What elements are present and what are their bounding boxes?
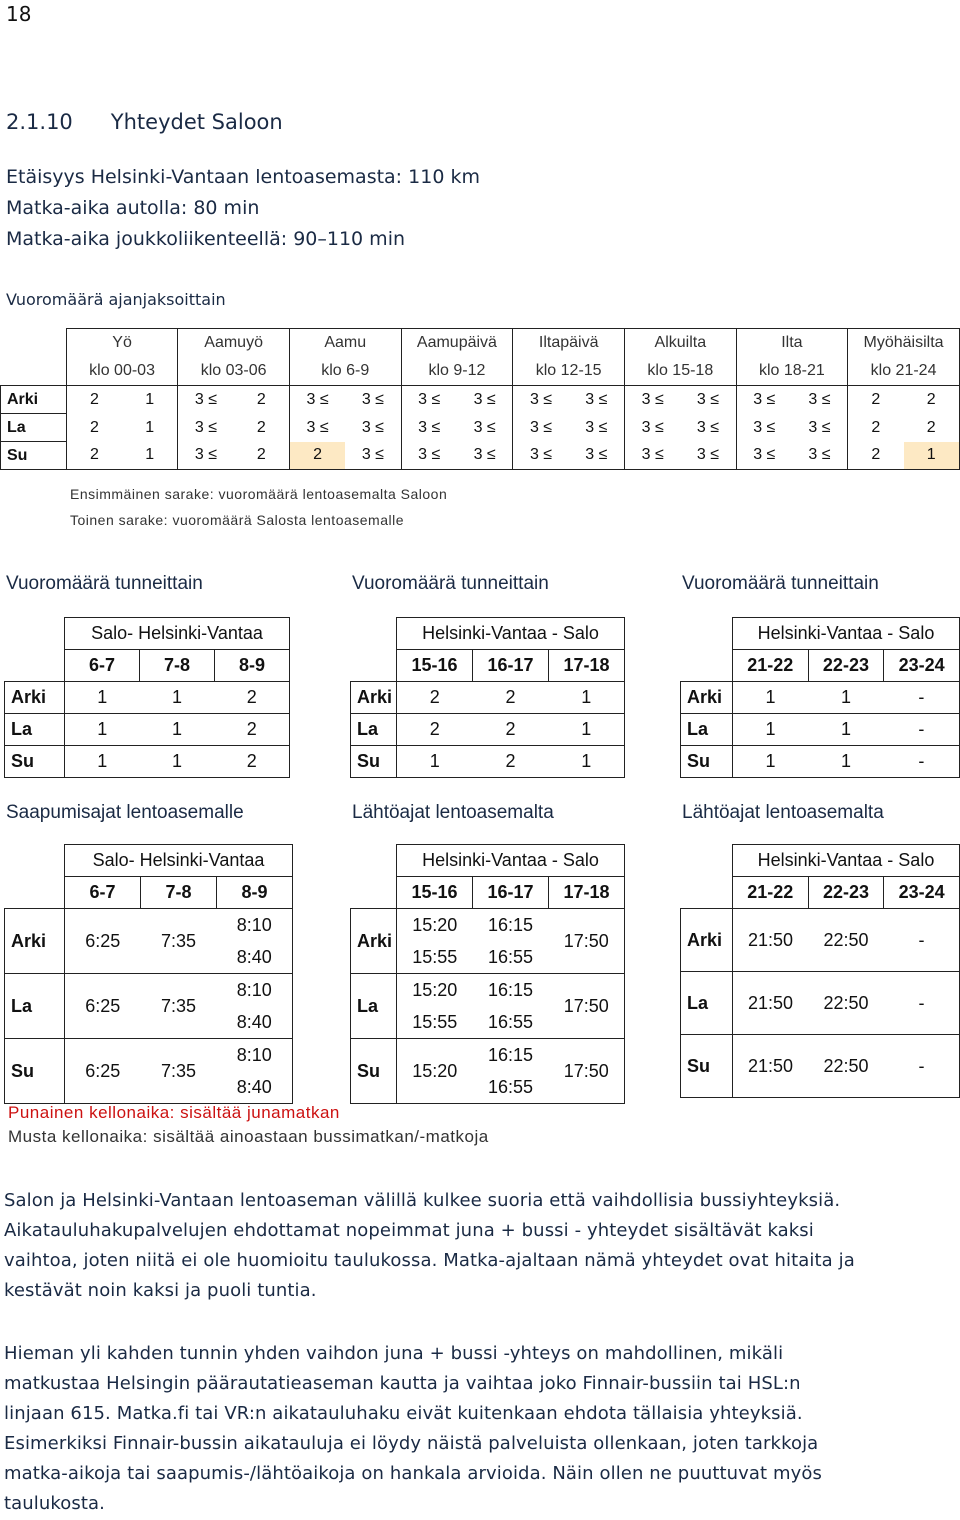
count-cell: 3 ≤ [792,442,848,470]
time-value: 6:25 [85,1061,121,1081]
count-cell: 1 [808,682,884,714]
time-value: 21:50 [748,1056,794,1076]
count-cell: 2 [66,442,122,470]
count-cell: 1 [732,682,808,714]
hourly-table [680,617,960,778]
hour-header: 23-24 [884,650,960,682]
hourly-row [681,682,960,714]
section-number: 2.1.10 [6,110,73,134]
time-value: 17:50 [563,996,609,1016]
times-heading: Lähtöajat lentoasemalta [352,802,554,823]
period-name: Iltapäivä [513,329,625,358]
time-value: 8:40 [236,947,272,967]
period-time: klo 9-12 [401,357,513,386]
time-value: 15:20 [412,915,458,935]
hourly-row [5,682,290,714]
count-cell: 3 ≤ [569,414,625,442]
info-distance [6,166,480,188]
time-value: 16:55 [487,947,534,967]
day-label: Su [681,746,733,778]
time-cell [549,1039,625,1104]
day-label: La [351,974,397,1039]
hour-header: 7-8 [140,650,215,682]
info-value: 80 min [193,197,260,219]
count-cell: 2 [397,714,473,746]
count-cell: 3 ≤ [569,386,625,414]
period-name: Yö [66,329,177,358]
corner-cell [5,845,65,877]
count-cell: 3 ≤ [792,386,848,414]
count-cell: 3 ≤ [289,386,345,414]
hour-header: 15-16 [397,877,473,909]
period-time: klo 12-15 [513,357,625,386]
time-value: 6:25 [85,931,121,951]
count-cell: 2 [234,386,290,414]
route-header: Helsinki-Vantaa - Salo [397,618,625,650]
period-time: klo 21-24 [848,357,960,386]
page-number: 18 [6,2,32,26]
time-value: 15:20 [412,980,458,1000]
day-label: Arki [5,682,65,714]
period-time: klo 03-06 [178,357,290,386]
times-row [351,1039,625,1104]
count-cell: - [884,714,960,746]
hour-header: 21-22 [732,650,808,682]
hour-header: 17-18 [549,877,625,909]
count-cell: 2 [473,682,549,714]
count-cell: - [884,746,960,778]
day-label: Su [5,746,65,778]
times-row [5,1039,293,1104]
period-time: klo 15-18 [625,357,737,386]
times-row [351,909,625,974]
period-row [1,442,960,470]
count-cell: 3 ≤ [569,442,625,470]
count-cell: 1 [140,746,215,778]
info-transit-time [6,228,405,250]
time-value: 15:20 [412,1061,458,1081]
route-header: Salo- Helsinki-Vantaa [65,618,290,650]
info-label: Matka-aika joukkoliikenteellä: [6,228,288,250]
time-cell [65,1039,141,1104]
period-name: Aamu [289,329,401,358]
count-cell: 3 ≤ [736,386,792,414]
paragraph-1: Salon ja Helsinki-Vantaan lentoaseman välillä kulkee suoria että vaihdollisia bussiyhteyksiä. Aikatauluhakupalvelujen ehdottamat nopeimmat juna + bussi - yhteydet sisältävät kaksi vaihtoa, joten niitä ei ole huomioitu taulukossa. Matka-ajaltaan nämä yhteydet ovat hitaita ja kestävät noin kaksi ja puoli tuntia. [4,1190,855,1301]
route-header: Helsinki-Vantaa - Salo [397,845,625,877]
time-cell [549,974,625,1039]
hour-header: 17-18 [549,650,625,682]
count-cell: 2 [848,442,904,470]
day-label: La [1,414,67,442]
hourly-row [351,746,625,778]
period-heading: Vuoromäärä ajanjaksoittain [6,290,226,309]
corner-cell [1,357,67,386]
time-cell [397,974,473,1039]
time-value: 8:10 [236,980,272,1000]
count-cell: 1 [732,746,808,778]
time-cell [884,1035,960,1098]
count-cell: 3 ≤ [345,442,401,470]
count-cell: 3 ≤ [513,414,569,442]
hourly-row [351,682,625,714]
hour-header: 23-24 [884,877,960,909]
day-label: La [351,714,397,746]
count-cell: 3 ≤ [792,414,848,442]
times-heading: Lähtöajat lentoasemalta [682,802,884,823]
hour-header: 6-7 [65,650,140,682]
time-cell [808,972,884,1035]
day-label: Arki [351,909,397,974]
hour-header: 22-23 [808,877,884,909]
info-label: Etäisyys Helsinki-Vantaan lentoasemasta: [6,166,403,188]
time-value: - [918,1056,925,1076]
count-cell: 1 [549,746,625,778]
info-value: 90–110 min [293,228,406,250]
corner-cell [5,877,65,909]
count-cell: 3 ≤ [513,386,569,414]
day-label: Su [681,1035,733,1098]
count-cell: 2 [234,414,290,442]
times-row [5,974,293,1039]
count-cell: 3 ≤ [345,414,401,442]
route-header: Salo- Helsinki-Vantaa [65,845,293,877]
paragraph-2: Hieman yli kahden tunnin yhden vaihdon juna + bussi -yhteys on mahdollinen, mikäli matkustaa Helsingin päärautatieaseman kautta ja vaihtaa joko Finnair-bussiin tai HSL:n linjaan 615. Matka.fi tai VR:n aikatauluhaku eivät kuitenkaan ehdota tällaisia yhteyksiä. Esimerkiksi Finnair-bussin aikatauluja ei löydy näistä palveluista ollenkaan, joten tarkkoja matka-aikoja tai saapumis-/lähtöaikoja on hankala arvioida. Näin ollen ne puuttuvat myös taulukosta. [4,1343,823,1514]
time-cell [141,974,217,1039]
time-cell [884,909,960,972]
times-row [681,972,960,1035]
count-cell: 3 ≤ [457,414,513,442]
count-cell: 1 [65,746,140,778]
day-label: Arki [681,909,733,972]
time-value: 15:55 [412,947,458,967]
hourly-row [351,714,625,746]
day-label: Arki [5,909,65,974]
corner-cell [681,618,733,650]
time-cell [473,974,549,1039]
hourly-row [5,746,290,778]
count-cell: 1 [397,746,473,778]
count-cell: 1 [549,714,625,746]
count-cell: 2 [215,682,290,714]
time-value: 6:25 [85,996,121,1016]
time-value: 16:55 [487,1012,534,1032]
hour-header: 16-17 [473,877,549,909]
period-row [1,386,960,414]
time-value: 8:40 [236,1012,272,1032]
time-cell [217,1039,293,1104]
period-table [0,328,960,470]
hour-header: 6-7 [65,877,141,909]
corner-cell [681,877,733,909]
count-cell: 1 [65,714,140,746]
time-value: - [918,993,925,1013]
hour-header: 8-9 [217,877,293,909]
section-title [6,110,283,134]
day-label: Su [351,746,397,778]
corner-cell [351,650,397,682]
time-value: 8:40 [236,1077,272,1097]
times-table [4,844,293,1104]
count-cell: 3 ≤ [401,414,457,442]
count-cell: 1 [732,714,808,746]
time-cell [65,909,141,974]
times-table [350,844,625,1104]
hour-header: 21-22 [732,877,808,909]
day-label: Su [351,1039,397,1104]
info-value: 110 km [408,166,480,188]
note-first-column: Ensimmäinen sarake: vuoromäärä lentoasemalta Saloon [70,486,448,502]
count-cell: 2 [848,414,904,442]
time-cell [808,909,884,972]
time-cell [65,974,141,1039]
count-cell: 3 ≤ [625,414,681,442]
time-value: 15:55 [412,1012,458,1032]
period-name: Aamuyö [178,329,290,358]
period-time: klo 6-9 [289,357,401,386]
time-value: 22:50 [823,993,869,1013]
time-cell [732,909,808,972]
time-value: 21:50 [748,993,794,1013]
period-name: Alkuilta [625,329,737,358]
hourly-heading: Vuoromäärä tunneittain [6,573,203,594]
corner-cell [5,650,65,682]
time-value: 8:10 [236,1045,272,1065]
day-label: La [681,972,733,1035]
time-cell [397,1039,473,1104]
time-value: 16:15 [487,915,534,935]
count-cell: 1 [140,714,215,746]
count-cell: 2 [473,746,549,778]
info-label: Matka-aika autolla: [6,197,188,219]
period-time: klo 18-21 [736,357,847,386]
count-cell: 3 ≤ [178,386,234,414]
count-cell: 3 ≤ [680,442,736,470]
count-cell: 1 [904,442,960,470]
count-cell: 2 [848,386,904,414]
hour-header: 22-23 [808,650,884,682]
time-value: - [918,930,925,950]
count-cell: 3 ≤ [513,442,569,470]
note-second-column: Toinen sarake: vuoromäärä Salosta lentoasemalle [70,512,405,528]
time-cell [141,1039,217,1104]
period-row [1,414,960,442]
count-cell: 1 [808,714,884,746]
corner-cell [351,877,397,909]
info-car-time [6,197,259,219]
time-cell [808,1035,884,1098]
time-value: 16:15 [487,1045,534,1065]
hourly-table [350,617,625,778]
time-value: 17:50 [563,1061,609,1081]
times-row [681,909,960,972]
hourly-row [681,714,960,746]
hour-header: 16-17 [473,650,549,682]
time-value: 17:50 [563,931,609,951]
time-value: 22:50 [823,930,869,950]
count-cell: 2 [66,386,122,414]
count-cell: 3 ≤ [680,386,736,414]
time-cell [732,972,808,1035]
count-cell: 3 ≤ [736,442,792,470]
time-value: 22:50 [823,1056,869,1076]
corner-cell [681,845,733,877]
day-label: La [681,714,733,746]
day-label: Arki [1,386,67,414]
time-cell [884,972,960,1035]
times-row [681,1035,960,1098]
hour-header: 7-8 [141,877,217,909]
count-cell: 3 ≤ [736,414,792,442]
time-value: 7:35 [160,996,197,1016]
count-cell: 3 ≤ [457,442,513,470]
count-cell: 3 ≤ [345,386,401,414]
day-label: Su [5,1039,65,1104]
time-value: 16:55 [487,1077,534,1097]
count-cell: 3 ≤ [625,442,681,470]
hourly-table [4,617,290,778]
time-value: 7:35 [160,1061,197,1081]
period-name: Ilta [736,329,847,358]
times-row [351,974,625,1039]
day-label: Arki [681,682,733,714]
day-label: La [5,974,65,1039]
time-cell [473,1039,549,1104]
count-cell: 2 [234,442,290,470]
count-cell: 1 [808,746,884,778]
hour-header: 15-16 [397,650,473,682]
count-cell: 3 ≤ [401,386,457,414]
count-cell: 3 ≤ [178,442,234,470]
times-heading: Saapumisajat lentoasemalle [6,802,244,823]
count-cell: 2 [66,414,122,442]
section-heading: Yhteydet Saloon [110,110,283,134]
time-cell [217,974,293,1039]
hourly-heading: Vuoromäärä tunneittain [352,573,549,594]
count-cell: 2 [904,386,960,414]
time-cell [732,1035,808,1098]
corner-cell [5,618,65,650]
legend-red-text: Punainen kellonaika: sisältää junamatkan [8,1103,340,1122]
period-name: Myöhäisilta [848,329,960,358]
times-table [680,844,960,1098]
corner-cell [351,845,397,877]
corner-cell [681,650,733,682]
count-cell: 1 [122,442,178,470]
legend-red [8,1103,340,1123]
day-label: La [5,714,65,746]
count-cell: 1 [549,682,625,714]
count-cell: 3 ≤ [289,414,345,442]
count-cell: - [884,682,960,714]
time-cell [217,909,293,974]
count-cell: 1 [122,414,178,442]
time-value: 8:10 [236,915,272,935]
time-cell [473,909,549,974]
count-cell: 3 ≤ [178,414,234,442]
hourly-heading: Vuoromäärä tunneittain [682,573,879,594]
count-cell: 2 [473,714,549,746]
count-cell: 2 [215,746,290,778]
hourly-row [681,746,960,778]
count-cell: 3 ≤ [625,386,681,414]
corner-cell [1,329,67,358]
corner-cell [351,618,397,650]
times-row [5,909,293,974]
count-cell: 3 ≤ [401,442,457,470]
route-header: Helsinki-Vantaa - Salo [732,618,959,650]
hour-header: 8-9 [215,650,290,682]
count-cell: 1 [122,386,178,414]
count-cell: 3 ≤ [680,414,736,442]
day-label: Arki [351,682,397,714]
count-cell: 2 [289,442,345,470]
legend-black: Musta kellonaika: sisältää ainoastaan bussimatkan/-matkoja [8,1127,489,1146]
time-cell [141,909,217,974]
count-cell: 2 [215,714,290,746]
route-header: Helsinki-Vantaa - Salo [732,845,959,877]
time-cell [397,909,473,974]
count-cell: 3 ≤ [457,386,513,414]
day-label: Su [1,442,67,470]
time-value: 21:50 [748,930,794,950]
time-cell [549,909,625,974]
period-time: klo 00-03 [66,357,177,386]
time-value: 7:35 [160,931,197,951]
count-cell: 2 [397,682,473,714]
count-cell: 2 [904,414,960,442]
count-cell: 1 [140,682,215,714]
time-value: 16:15 [487,980,534,1000]
period-name: Aamupäivä [401,329,513,358]
hourly-row [5,714,290,746]
count-cell: 1 [65,682,140,714]
